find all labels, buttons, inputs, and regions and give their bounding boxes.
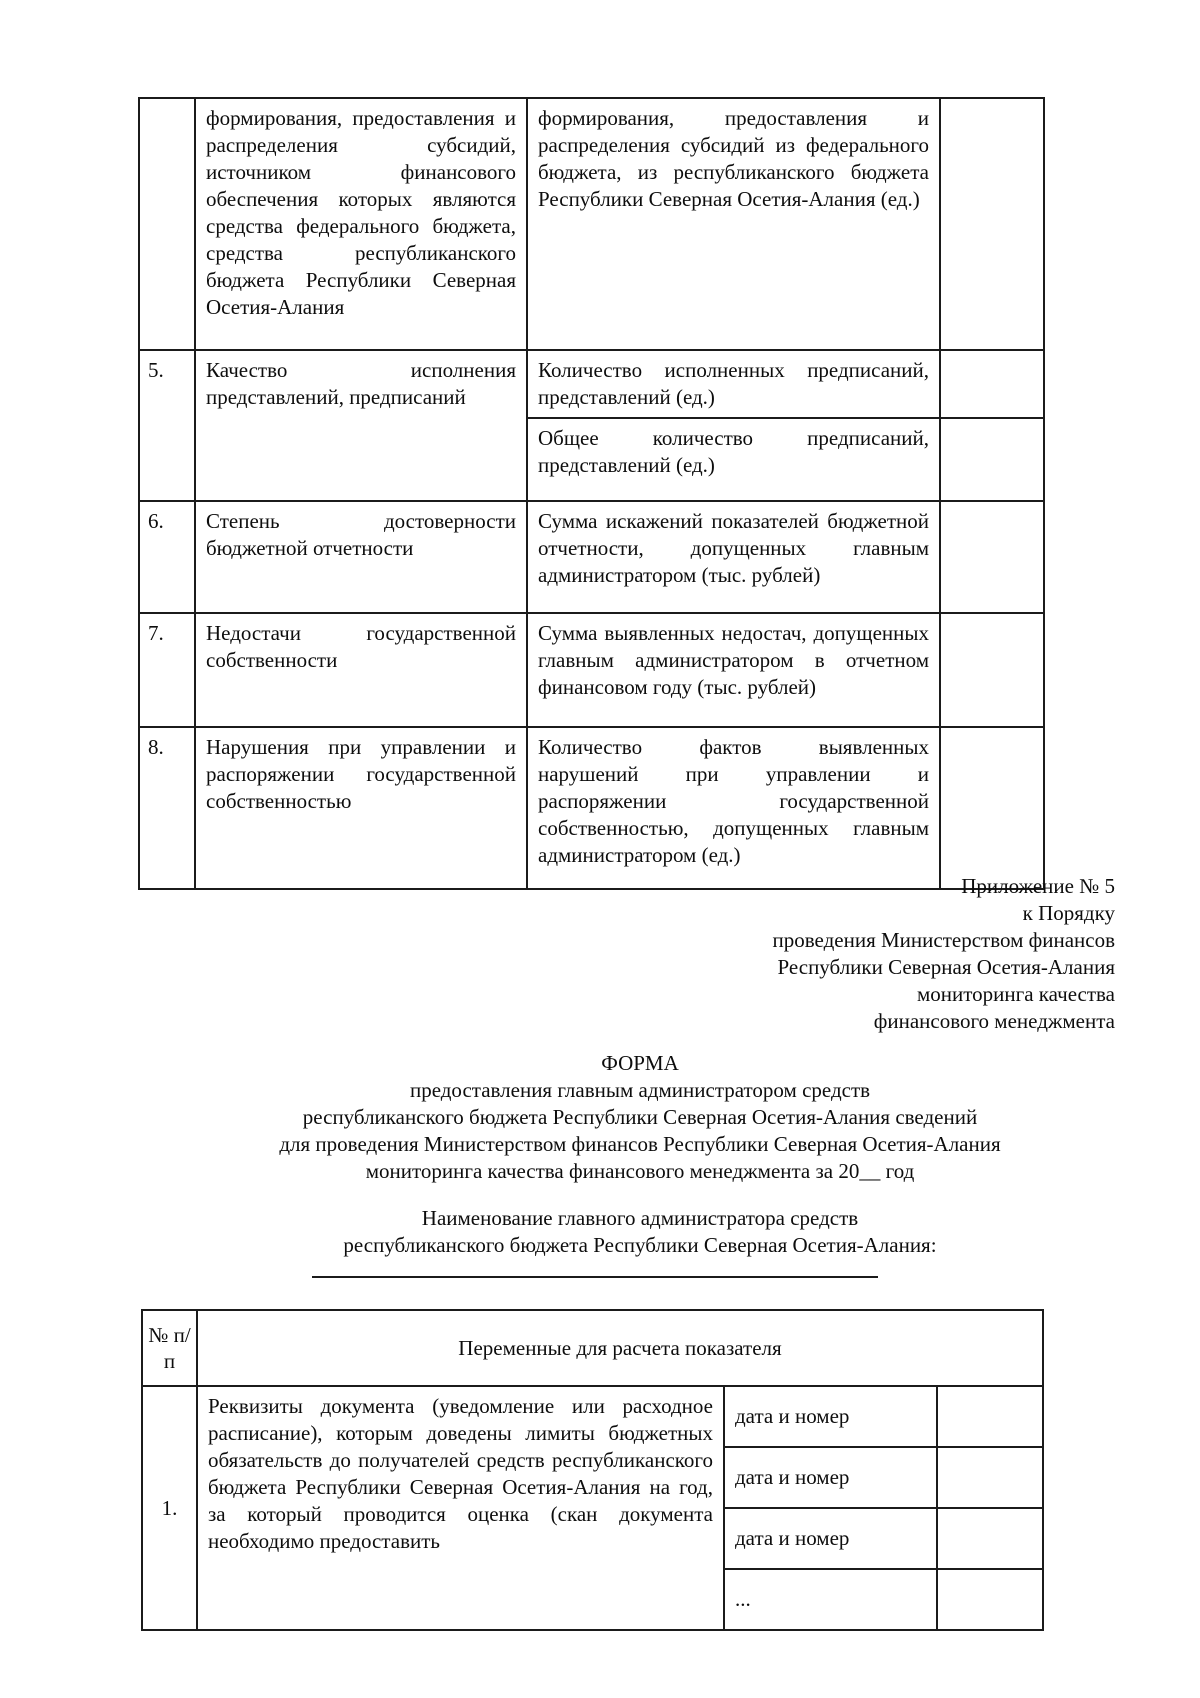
- caption-line: Наименование главного администратора средств: [421, 1206, 859, 1230]
- indicators-table: [138, 97, 1045, 890]
- value-cell: [940, 418, 1044, 501]
- appendix-line: проведения Министерством финансов: [772, 928, 1115, 952]
- indicator-cell: Недостачи государственной собственности: [195, 613, 527, 727]
- variable-cell: Количество фактов выявленных нарушений при управлении и распоряжении государственной собственностью, допущенных главным администратором (ед.): [527, 727, 940, 889]
- table-header-row: [142, 1310, 1043, 1386]
- variables-column-header: Переменные для расчета показателя: [197, 1310, 1043, 1386]
- variable-cell: Количество исполненных предписаний, представлений (ед.): [527, 350, 940, 418]
- value-cell: [940, 727, 1044, 889]
- indicator-cell: Нарушения при управлении и распоряжении государственной собственностью: [195, 727, 527, 889]
- value-cell: [940, 350, 1044, 418]
- row-number-cell: [139, 98, 195, 350]
- form-variables-table: [141, 1309, 1044, 1631]
- form-title-line: предоставления главным администратором средств: [409, 1078, 871, 1102]
- fill-in-line: [312, 1276, 878, 1278]
- variable-cell: Общее количество предписаний, представлений (ед.): [527, 418, 940, 501]
- table-row: [139, 727, 1044, 889]
- administrator-name-caption: [215, 1205, 1065, 1259]
- form-title-line: для проведения Министерством финансов Республики Северная Осетия-Алания: [279, 1132, 1001, 1156]
- value-cell: [940, 98, 1044, 350]
- appendix-line: Приложение № 5: [961, 874, 1115, 898]
- indicator-cell: Качество исполнения представлений, предписаний: [195, 350, 527, 501]
- appendix-line: финансового менеджмента: [873, 1009, 1115, 1033]
- variable-cell: формирования, предоставления и распределения субсидий из федерального бюджета, из республиканского бюджета Республики Северная Осетия-Алания (ед.): [527, 98, 940, 350]
- table-row: [139, 501, 1044, 613]
- appendix-line: мониторинга качества: [916, 982, 1115, 1006]
- variable-cell: дата и номер: [724, 1447, 937, 1508]
- table-row: [139, 350, 1044, 418]
- row-number-cell: 5.: [139, 350, 195, 501]
- requisites-text-cell: Реквизиты документа (уведомление или расходное расписание), которым доведены лимиты бюджетных обязательств до получателей средств республиканского бюджета Республики Северная Осетия-Алания на год, за который проводится оценка (скан документа необходимо предоставить: [197, 1386, 724, 1630]
- variable-cell: дата и номер: [724, 1386, 937, 1447]
- appendix-line: к Порядку: [1022, 901, 1115, 925]
- indicator-cell: Степень достоверности бюджетной отчетности: [195, 501, 527, 613]
- form-title-line: ФОРМА: [601, 1051, 679, 1075]
- table-row: [139, 613, 1044, 727]
- value-cell: [937, 1508, 1043, 1569]
- row-number-cell: 1.: [142, 1386, 197, 1630]
- variable-cell: Сумма искажений показателей бюджетной отчетности, допущенных главным администратором (тыс. рублей): [527, 501, 940, 613]
- appendix-line: Республики Северная Осетия-Алания: [777, 955, 1115, 979]
- variable-cell: дата и номер: [724, 1508, 937, 1569]
- table-row: [142, 1386, 1043, 1447]
- form-title-line: республиканского бюджета Республики Северная Осетия-Алания сведений: [302, 1105, 978, 1129]
- row-number-cell: 7.: [139, 613, 195, 727]
- appendix-reference: [773, 873, 1115, 1035]
- value-cell: [937, 1569, 1043, 1630]
- value-cell: [940, 613, 1044, 727]
- row-number-cell: 8.: [139, 727, 195, 889]
- form-title: [215, 1050, 1065, 1185]
- variable-cell: Сумма выявленных недостач, допущенных главным администратором в отчетном финансовом году (тыс. рублей): [527, 613, 940, 727]
- value-cell: [937, 1386, 1043, 1447]
- caption-line: республиканского бюджета Республики Северная Осетия-Алания:: [343, 1233, 937, 1257]
- variable-cell: ...: [724, 1569, 937, 1630]
- number-column-header: № п/п: [142, 1310, 197, 1386]
- table-row: [139, 98, 1044, 350]
- form-title-line: мониторинга качества финансового менеджмента за 20__ год: [365, 1159, 915, 1183]
- value-cell: [940, 501, 1044, 613]
- value-cell: [937, 1447, 1043, 1508]
- row-number-cell: 6.: [139, 501, 195, 613]
- indicator-cell: формирования, предоставления и распределения субсидий, источником финансового обеспечения которых являются средства федерального бюджета, средства республиканского бюджета Республики Северная Осетия-Алания: [195, 98, 527, 350]
